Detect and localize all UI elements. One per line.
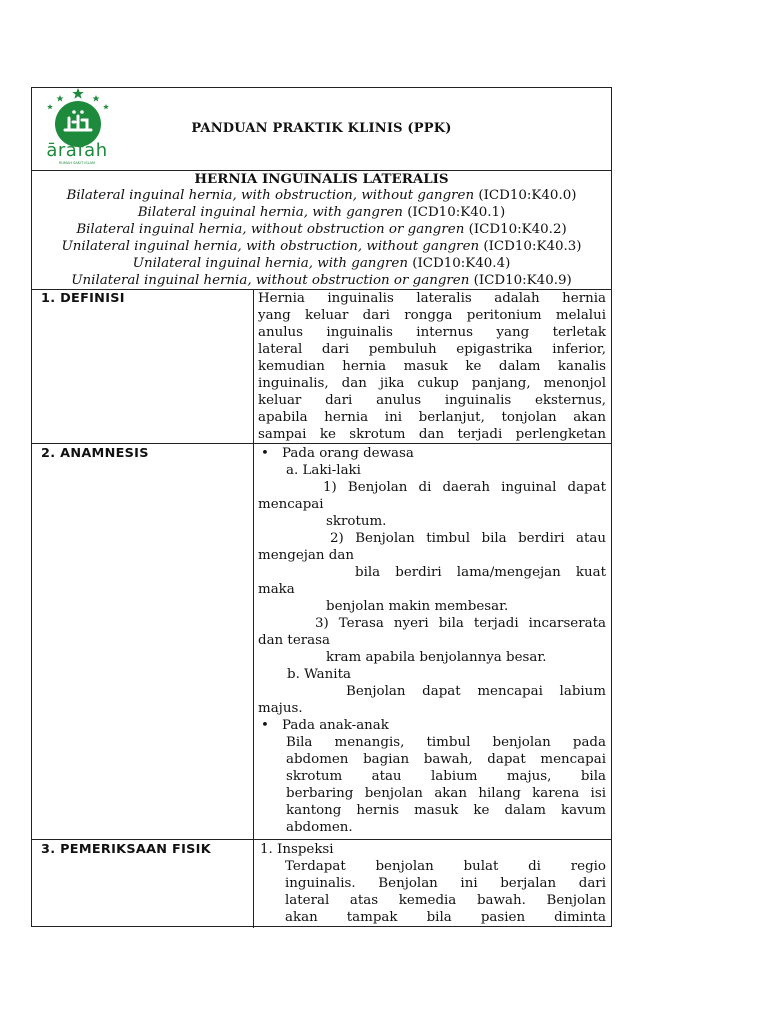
document-header — [32, 88, 611, 171]
text-line: bila berdiri lama/mengejan kuat — [355, 565, 606, 580]
ppk-document — [31, 87, 612, 927]
text-line: inguinalis. Benjolan ini berjalan dari — [285, 876, 606, 891]
text-line: lateral dari pembuluh epigastrika inferior, — [258, 342, 606, 357]
list-item: • Pada orang dewasa — [261, 446, 414, 461]
text-line: majus. — [258, 701, 303, 716]
text-line: Benjolan dapat mencapai labium — [346, 684, 606, 699]
column-divider — [253, 289, 254, 928]
text-line: mengejan dan — [258, 548, 354, 563]
text-line: akan tampak bila pasien diminta — [285, 910, 606, 925]
text-line: kemudian hernia masuk ke dalam kanalis — [258, 359, 606, 374]
diagnosis-line: Bilateral inguinal hernia, without obstruction or gangren (ICD10:K40.2) — [76, 222, 567, 237]
text-line: skrotum atau labium majus, bila — [286, 769, 606, 784]
text-line: maka — [258, 582, 295, 597]
text-line: skrotum. — [326, 514, 387, 529]
text-line: 2) Benjolan timbul bila berdiri atau — [330, 531, 606, 546]
text-line: anulus inguinalis internus yang terletak — [258, 325, 606, 340]
section-label-definisi: 1. DEFINISI — [41, 291, 125, 306]
diagnosis-line: Bilateral inguinal hernia, with gangren (ICD10:K40.1) — [137, 205, 506, 220]
text-line: abdomen. — [286, 820, 353, 835]
logo-wordmark: ārafah — [46, 140, 108, 161]
diagnosis-line: Unilateral inguinal hernia, without obstruction or gangren (ICD10:K40.9) — [71, 273, 572, 288]
anamnesis-content — [258, 445, 606, 836]
definisi-content — [258, 290, 606, 443]
text-line: lateral atas kemedia bawah. Benjolan — [285, 893, 606, 908]
text-line: Hernia inguinalis lateralis adalah hernia — [258, 291, 606, 306]
text-line: b. Wanita — [287, 667, 351, 682]
text-line: 3) Terasa nyeri bila terjadi incarserata — [315, 616, 606, 631]
text-line: berbaring benjolan akan hilang karena isi — [286, 786, 606, 801]
page-title: PANDUAN PRAKTIK KLINIS (PPK) — [191, 121, 452, 136]
inspeksi-paragraph — [258, 858, 606, 926]
row-divider — [32, 839, 611, 840]
diagnosis-line: Unilateral inguinal hernia, with gangren (ICD10:K40.4) — [132, 256, 511, 271]
pemeriksaan-content — [258, 841, 606, 926]
text-line: kram apabila benjolannya besar. — [326, 650, 547, 665]
anak-paragraph — [258, 734, 606, 836]
section-label-pemeriksaan-fisik: 3. PEMERIKSAAN FISIK — [41, 842, 211, 857]
text-line: mencapai — [258, 497, 324, 512]
text-line: benjolan makin membesar. — [326, 599, 509, 614]
bullet-icon: • — [261, 718, 269, 733]
text-line: sampai ke skrotum dan terjadi perlengketan — [258, 427, 606, 442]
text-line: 1) Benjolan di daerah inguinal dapat — [323, 480, 606, 495]
diagnosis-line: Unilateral inguinal hernia, with obstruction, without gangren (ICD10:K40.3) — [61, 239, 582, 254]
row-divider — [32, 443, 611, 444]
text-line: apabila hernia ini berlanjut, tonjolan akan — [258, 410, 606, 425]
diagnosis-title-block — [32, 170, 611, 290]
section-label-anamnesis: 2. ANAMNESIS — [41, 446, 149, 461]
text-line: yang keluar dari rongga peritonium melalui — [258, 308, 606, 323]
text-line: Bila menangis, timbul benjolan pada — [286, 735, 606, 750]
text-line: abdomen bagian bawah, dapat mencapai — [286, 752, 606, 767]
list-item: • Pada anak-anak — [261, 718, 389, 733]
text-line: a. Laki-laki — [286, 463, 361, 478]
list-item: 1. Inspeksi — [260, 842, 334, 857]
logo-tagline: RUMAH SAKIT ISLAM — [58, 161, 96, 165]
text-line: kantong hernis masuk ke dalam kavum — [286, 803, 606, 818]
text-line: Terdapat benjolan bulat di regio — [285, 859, 606, 874]
bullet-icon: • — [261, 446, 269, 461]
text-line: inguinalis, dan jika cukup panjang, menonjol — [258, 376, 606, 391]
text-line: keluar dari anulus inguinalis eksternus, — [258, 393, 606, 408]
text-line: dan terasa — [258, 633, 330, 648]
diagnosis-line: Bilateral inguinal hernia, with obstruction, without gangren (ICD10:K40.0) — [66, 188, 577, 203]
diagnosis-main-title: HERNIA INGUINALIS LATERALIS — [194, 171, 449, 187]
